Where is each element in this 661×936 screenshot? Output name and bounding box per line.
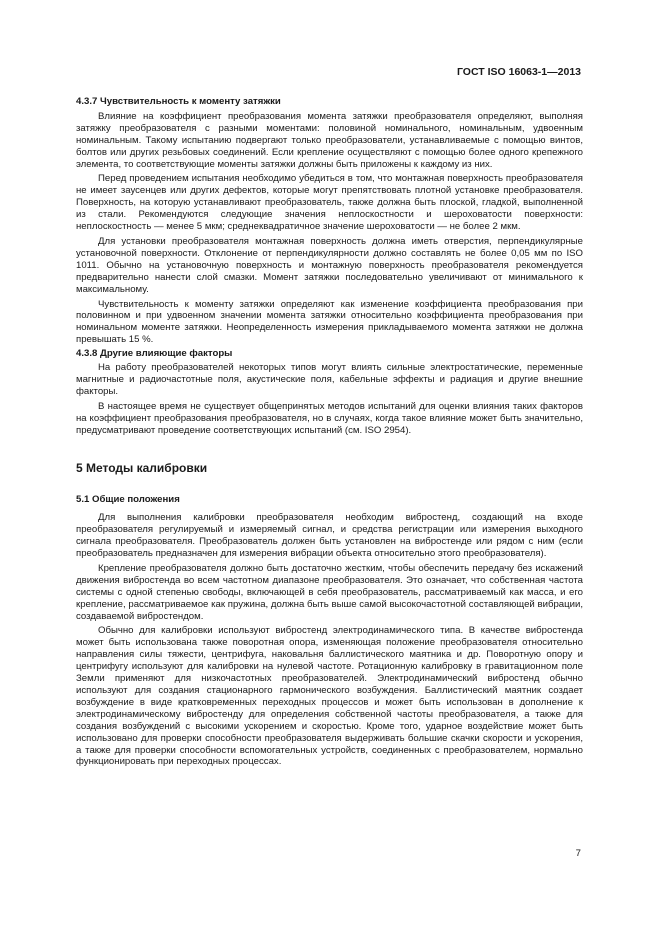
section-heading-4-3-8: 4.3.8 Другие влияющие факторы: [76, 348, 233, 360]
paragraph: Перед проведением испытания необходимо убедиться в том, что монтажная поверхность преобразователя не имеет заусенцев или других дефектов, которые могут препятствовать плотной установке преобразователя. Поверхность, на которую устанавливают преобразователь, также должна быть плоской, гладкой, выполненной из стали. Рекомендуются следующие значения неплоскостности и шероховатости поверхности: неплоскостность — менее 5 мкм; среднеквадратичное значение шероховатости — не более 2 мкм.: [76, 173, 583, 233]
page-number: 7: [575, 848, 581, 859]
paragraph: Чувствительность к моменту затяжки определяют как изменение коэффициента преобразования при половинном и при удвоенном значении момента затяжки относительно коэффициента преобразования при номинальном моменте затяжки. Неопределенность измерения прикладываемого момента затяжки не должна превышать 15 %.: [76, 298, 583, 346]
paragraph: Для выполнения калибровки преобразователя необходим вибростенд, создающий на входе преобразователя регулируемый и измеряемый сигнал, и средства регистрации или измерения выходного сигнала преобразователя. Преобразователь должен быть установлен на вибростенде или рядом с ним (если преобразователь предназначен для измерения вибрации объекта относительно этого преобразователя).: [76, 512, 583, 559]
paragraph: Обычно для калибровки используют вибростенд электродинамического типа. В качестве вибростенда может быть использована также поворотная опора, изменяющая положение преобразователя относительно направления силы тяжести, центрифуга, наковальня баллистического маятника и др. Поворотную опору и центрифугу используют для калибровки на нулевой частоте. Ротационную калибровку в гравитационном поле Земли применяют для низкочастотных преобразователей. Электродинамический вибростенд обычно используют для создания стационарного гармонического возбуждения. Баллистический маятник создает возбуждение в виде кратковременных переходных процессов и может быть использован в дополнение к электродинамическому вибростенду для определения собственной частоты преобразователя, а также для создания возбуждений с высокими ускорением и скоростью. Кроме того, ударное воздействие может быть использовано для проверки способности преобразователя выдерживать большие скачки скорости и ускорения, а также для проверки способности вспомогательных устройств, соединенных с преобразователем, нормально функционировать при переходных процессах.: [76, 625, 583, 768]
section-heading-5-1: 5.1 Общие положения: [76, 494, 180, 506]
paragraph: Влияние на коэффициент преобразования момента затяжки преобразователя определяют, выполняя затяжку преобразователя с разными моментами: половиной номинального, номинальным, удвоенным номинальным. Такому испытанию подвергают только преобразователи, устанавливаемые с помощью винтов, болтов или других резьбовых соединений. Если крепление осуществляют с помощью более одного крепежного элемента, то соответствующие моменты затяжки должны быть приложены к каждому из них.: [76, 110, 583, 170]
document-body: [76, 96, 583, 768]
section-heading-4-3-7: 4.3.7 Чувствительность к моменту затяжки: [76, 96, 281, 107]
document-header: ГОСТ ISO 16063-1—2013: [456, 66, 581, 78]
section-heading-5: 5 Методы калибровки: [76, 461, 208, 476]
paragraph: На работу преобразователей некоторых типов могут влиять сильные электростатические, переменные магнитные и радиочастотные поля, акустические поля, кабельные эффекты и радиация и другие внешние факторы.: [76, 362, 583, 397]
paragraph: В настоящее время не существует общепринятых методов испытаний для оценки влияния таких факторов на коэффициент преобразования преобразователя, но в случаях, когда такое влияние может быть значительно, предусматривают проведение соответствующих испытаний (см. ISO 2954).: [76, 400, 583, 436]
paragraph: Крепление преобразователя должно быть достаточно жестким, чтобы обеспечить передачу без искажений движения вибростенда во всем частотном диапазоне преобразователя. Это означает, что собственная частота системы с одной степенью свободы, включающей в себя преобразователь, рассматриваемый как масса, и его крепление, рассматриваемое как пружина, должна быть выше самой высокочастотной составляющей вибрации, создаваемой вибростендом.: [76, 562, 583, 622]
paragraph: Для установки преобразователя монтажная поверхность должна иметь отверстия, перпендикулярные установочной поверхности. Отклонение от перпендикулярности должно составлять не более 0,05 мм по ISO 1011. Обычно на установочную поверхность и монтажную поверхность преобразователя рекомендуется предварительно нанести слой смазки. Момент затяжки последовательно увеличивают от минимального к максимальному.: [76, 235, 583, 295]
